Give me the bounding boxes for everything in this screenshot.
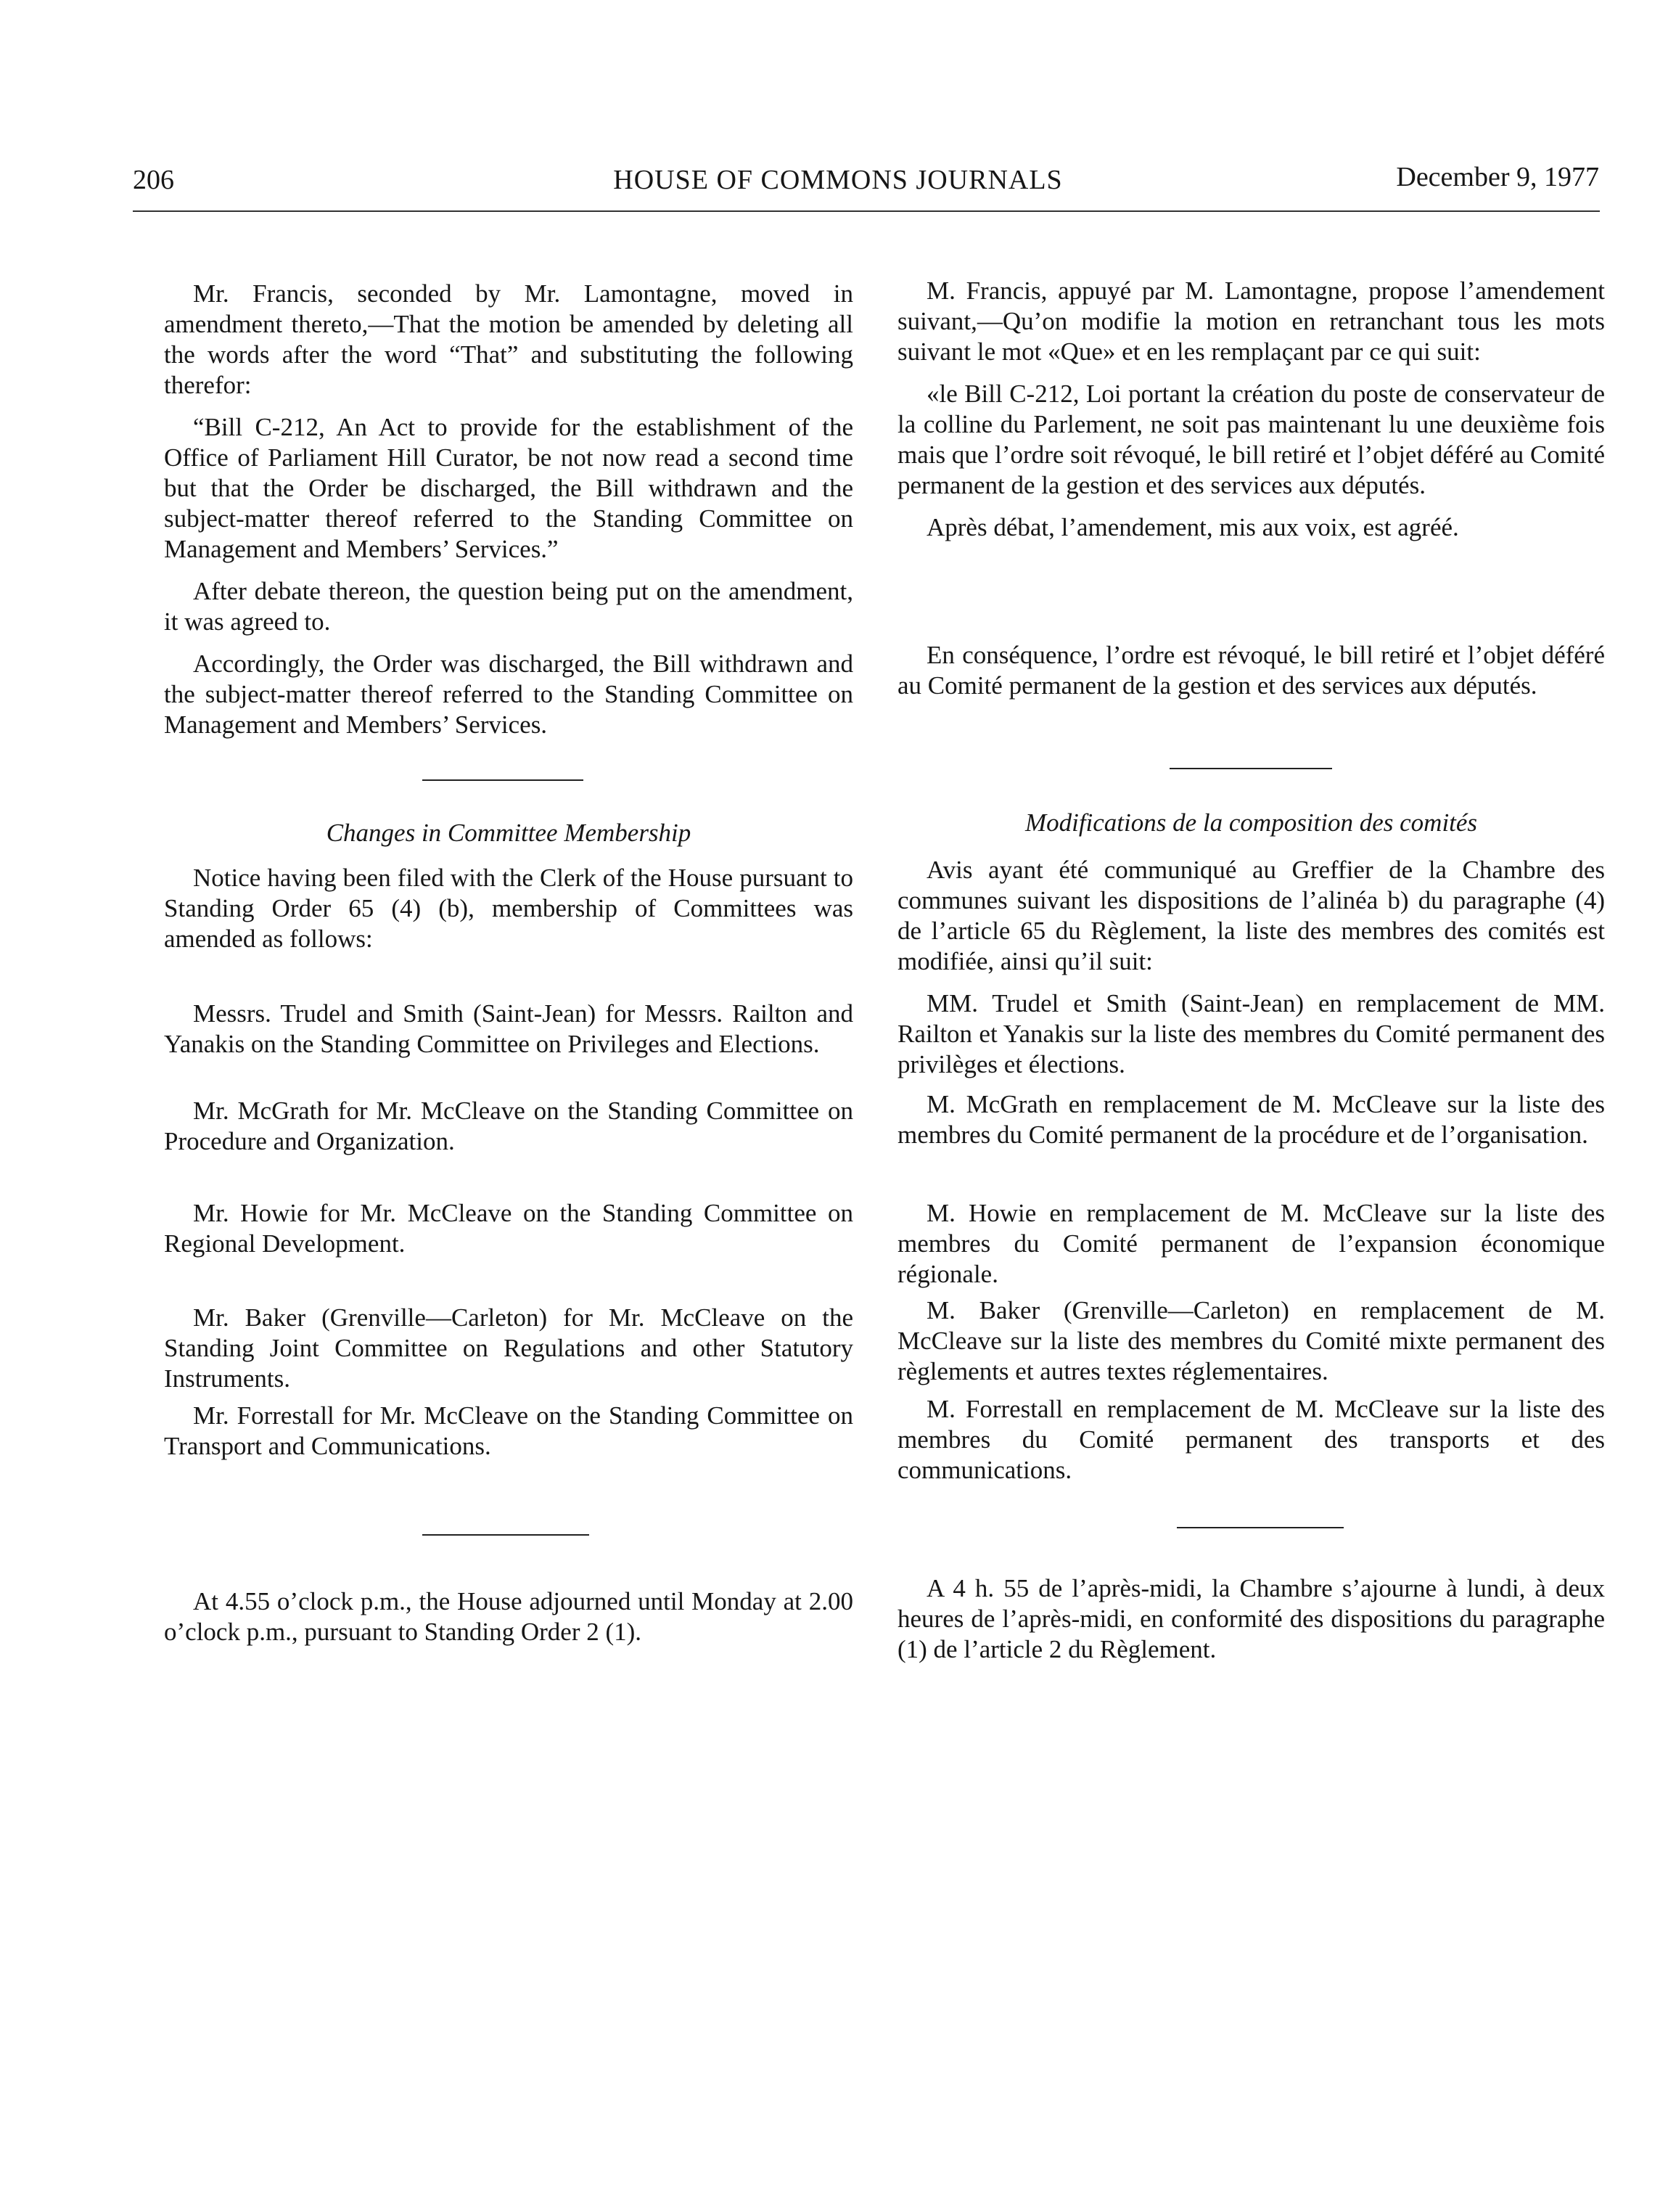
french-change-3: [897, 1198, 1605, 1290]
french-separator-1: [1170, 768, 1332, 769]
french-change-2: [897, 1089, 1605, 1150]
english-separator-2: [422, 1534, 589, 1536]
page-header: [0, 0, 1676, 218]
french-change-text: M. Forrestall en remplacement de M. McCleave sur la liste des membres du Comité permanent des transports et des communications.: [897, 1395, 1605, 1484]
english-change-text: Messrs. Trudel and Smith (Saint-Jean) for Messrs. Railton and Yanakis on the Standing Committee on Privileges and Elections.: [164, 999, 853, 1058]
english-change-5: [164, 1401, 853, 1462]
english-change-text: Mr. Baker (Grenville—Carleton) for Mr. McCleave on the Standing Joint Committee on Regulations and other Statutory Instruments.: [164, 1303, 853, 1393]
french-adjournment: A 4 h. 55 de l’après-midi, la Chambre s’ajourne à lundi, à deux heures de l’après-midi, en conformité des dispositions du paragraphe (1) de l’article 2 du Règlement.: [897, 1574, 1605, 1663]
english-separator-1: [422, 779, 583, 781]
english-motion-block: [164, 279, 853, 740]
french-change-4: [897, 1295, 1605, 1387]
french-accordingly: En conséquence, l’ordre est révoqué, le bill retiré et l’objet déféré au Comité permanent de la gestion et des services aux députés.: [897, 641, 1605, 700]
english-notice: Notice having been filed with the Clerk of the House pursuant to Standing Order 65 (4) (b), membership of Committees was amended as follows:: [164, 864, 853, 953]
french-separator-2: [1177, 1527, 1344, 1528]
french-adjournment-block: [897, 1573, 1605, 1665]
english-change-text: Mr. Forrestall for Mr. McCleave on the Standing Committee on Transport and Communications.: [164, 1401, 853, 1460]
french-change-text: MM. Trudel et Smith (Saint-Jean) en remplacement de MM. Railton et Yanakis sur la liste des membres du Comité permanent des privilèges et élections.: [897, 989, 1605, 1078]
french-motion-intro: M. Francis, appuyé par M. Lamontagne, propose l’amendement suivant,—Qu’on modifie la motion en retranchant tous les mots suivant le mot «Que» et en les remplaçant par ce qui suit:: [897, 276, 1605, 366]
journal-title: HOUSE OF COMMONS JOURNALS: [613, 165, 1063, 195]
english-change-3: [164, 1198, 853, 1259]
french-change-text: M. Baker (Grenville—Carleton) en remplacement de M. McCleave sur la liste des membres du Comité mixte permanent des règlements et autres textes réglementaires.: [897, 1296, 1605, 1385]
page-number: 206: [133, 165, 174, 195]
french-motion-block: [897, 276, 1605, 543]
french-change-5: [897, 1394, 1605, 1486]
french-accordingly-block: [897, 640, 1605, 701]
english-after-debate: After debate thereon, the question being put on the amendment, it was agreed to.: [164, 577, 853, 636]
english-change-text: Mr. Howie for Mr. McCleave on the Standing Committee on Regional Development.: [164, 1199, 853, 1258]
english-quoted-bill: “Bill C-212, An Act to provide for the establishment of the Office of Parliament Hill Curator, be not now read a second time but that the Order be discharged, the Bill withdrawn and the subject-matter thereof referred to the Standing Committee on Management and Members’ Services.”: [164, 413, 853, 563]
french-change-1: [897, 988, 1605, 1080]
english-motion-intro: Mr. Francis, seconded by Mr. Lamontagne, moved in amendment thereto,—That the motion be amended by deleting all the words after the word “That” and substituting the following therefor:: [164, 279, 853, 399]
english-change-2: [164, 1096, 853, 1157]
english-change-text: Mr. McGrath for Mr. McCleave on the Standing Committee on Procedure and Organization.: [164, 1097, 853, 1155]
french-notice: Avis ayant été communiqué au Greffier de la Chambre des communes suivant les dispositions de l’alinéa b) du paragraphe (4) de l’article 65 du Règlement, la liste des membres des comités est modifiée, ainsi qu’il suit:: [897, 856, 1605, 975]
journal-date: December 9, 1977: [1396, 162, 1599, 192]
french-section-heading: Modifications de la composition des comités: [1024, 808, 1478, 837]
english-accordingly: Accordingly, the Order was discharged, the Bill withdrawn and the subject-matter thereof referred to the Standing Committee on Management and Members’ Services.: [164, 650, 853, 739]
french-notice-block: [897, 855, 1605, 977]
french-after-debate: Après débat, l’amendement, mis aux voix, est agréé.: [927, 513, 1459, 541]
english-change-4: [164, 1303, 853, 1394]
header-rule: [133, 210, 1600, 212]
english-change-1: [164, 999, 853, 1060]
french-quoted-bill: «le Bill C-212, Loi portant la création du poste de conservateur de la colline du Parlement, ne soit pas maintenant lu une deuxième fois mais que l’ordre soit révoqué, le bill retiré et l’objet déféré au Comité permanent de la gestion et des services aux députés.: [897, 380, 1605, 499]
english-notice-block: [164, 863, 853, 954]
english-adjournment: At 4.55 o’clock p.m., the House adjourned until Monday at 2.00 o’clock p.m., pursuant to Standing Order 2 (1).: [164, 1587, 853, 1646]
french-change-text: M. Howie en remplacement de M. McCleave sur la liste des membres du Comité permanent de l’expansion économique régionale.: [897, 1199, 1605, 1288]
french-change-text: M. McGrath en remplacement de M. McCleave sur la liste des membres du Comité permanent de la procédure et de l’organisation.: [897, 1090, 1605, 1149]
english-section-heading: Changes in Committee Membership: [326, 819, 691, 847]
english-adjournment-block: [164, 1586, 853, 1647]
